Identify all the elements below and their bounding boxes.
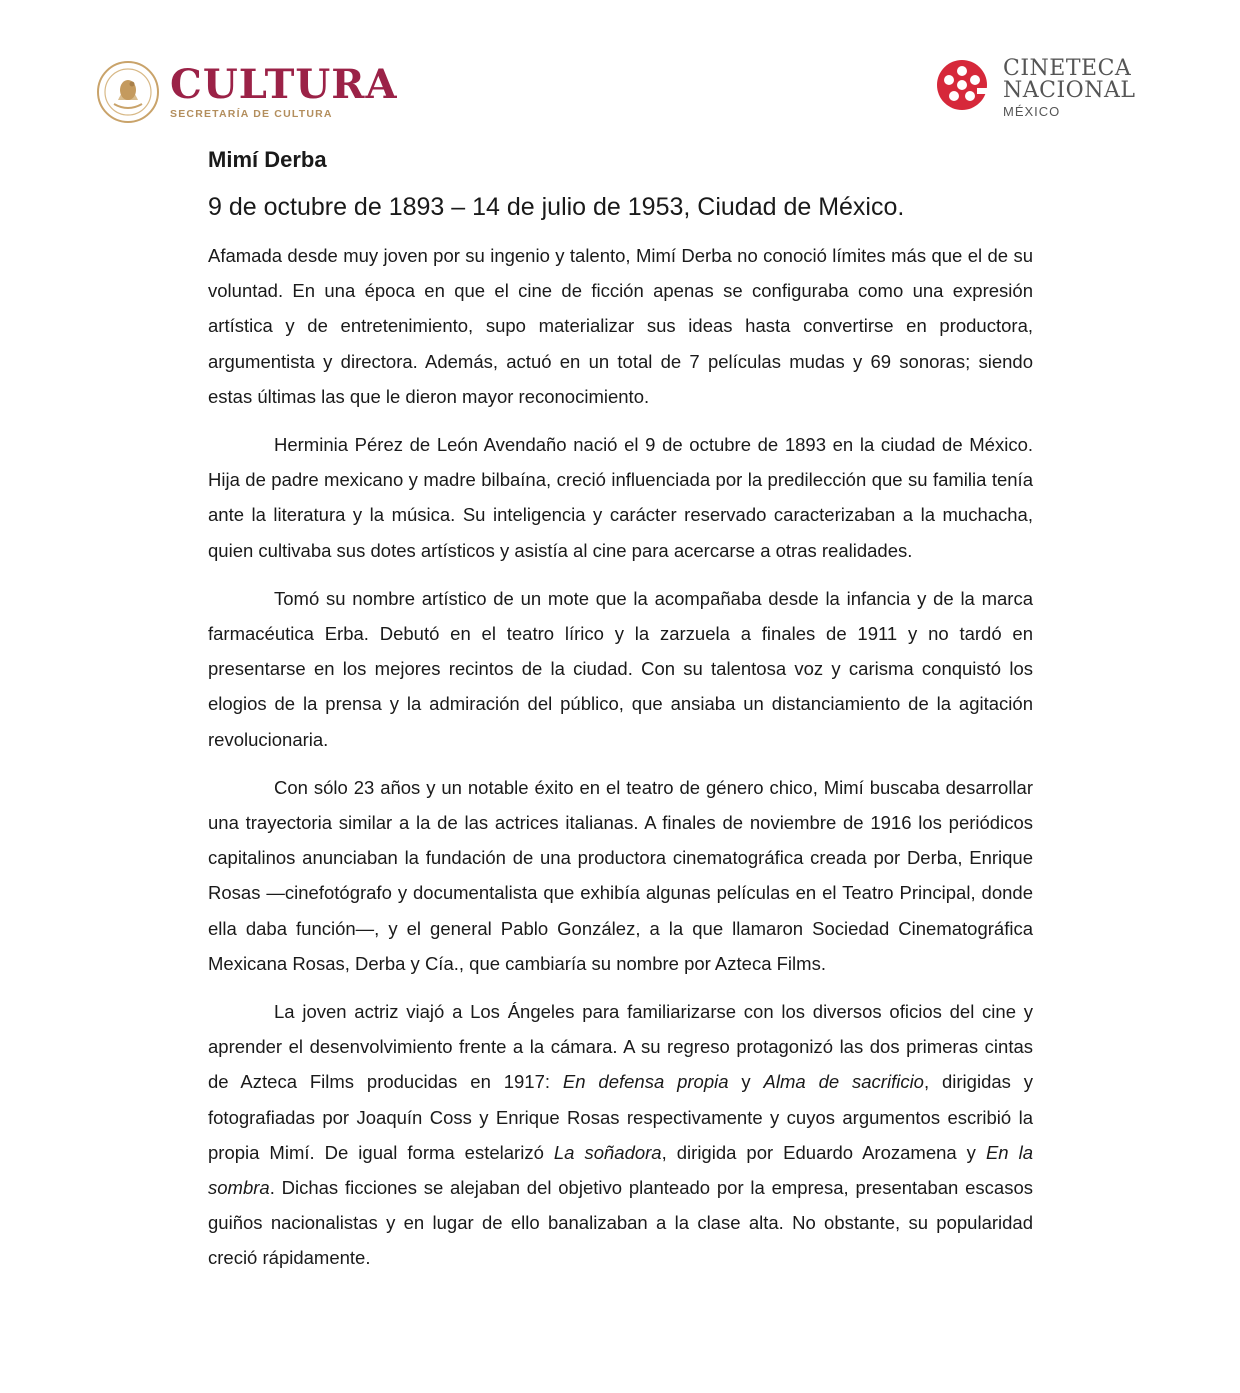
paragraph-5-text-d: , dirigida por Eduardo Arozamena y xyxy=(661,1141,986,1163)
paragraph-3: Tomó su nombre artístico de un mote que la acompañaba desde la infancia y de la marca farmacéutica Erba. Debutó en el teatro lírico y la zarzuela a finales de 1911 y no tardó en presentarse en los mejores recintos de la ciudad. Con su talentosa voz y carisma conquistó los elogios de la prensa y la admiración del público, que ansiaba un distanciamiento de la agitación revolucionaria. xyxy=(208,587,1033,750)
film-reel-icon xyxy=(935,58,993,112)
film-title-en-defensa-propia: En defensa propia xyxy=(562,1071,729,1093)
paragraph-5-text-c: , dirigidas y fotografiadas por Joaquín Coss y Enrique Rosas respectivamente y cuyos argumentos escribió la propia Mimí. De igual forma estelarizó xyxy=(208,1071,1034,1163)
paragraph-5-text-e: . Dichas ficciones se alejaban del objetivo planteado por la empresa, presentaban escasos guiños nacionalistas y en lugar de ello banalizaban a la clase alta. No obstante, su popularidad creció rápidamente. xyxy=(208,1177,1033,1269)
film-title-la-sonadora: La soñadora xyxy=(553,1141,662,1163)
cineteca-logo xyxy=(935,58,1135,119)
cultura-logo xyxy=(96,56,398,128)
document-body xyxy=(208,144,1033,1276)
mexican-seal-icon xyxy=(96,60,160,124)
cineteca-line3: MÉXICO xyxy=(1003,104,1061,119)
film-title-en-la-sombra: En la sombra xyxy=(208,1141,1033,1199)
paragraph-5-text-b: y xyxy=(728,1071,764,1093)
film-title-alma-de-sacrificio: Alma de sacrificio xyxy=(763,1071,924,1093)
paragraph-5-text-a: La joven actriz viajó a Los Ángeles para familiarizarse con los diversos oficios del cine y aprender el desenvolvimiento frente a la cámara. A su regreso protagonizó las dos primeras cintas de Azteca Films producidas en 1917: xyxy=(208,1001,1033,1093)
letterhead xyxy=(0,0,1240,140)
cultura-title: CULTURA xyxy=(170,61,398,108)
document-title: Mimí Derba xyxy=(208,147,327,172)
paragraph-5 xyxy=(208,994,1033,1276)
cineteca-line1: CINETECA xyxy=(1003,56,1132,81)
cultura-subtitle: SECRETARÍA DE CULTURA xyxy=(170,108,333,120)
paragraph-1: Afamada desde muy joven por su ingenio y talento, Mimí Derba no conoció límites más que el de su voluntad. En una época en que el cine de ficción apenas se configuraba como una expresión artística y de entretenimiento, supo materializar sus ideas hasta convertirse en productora, argumentista y directora. Además, actuó en un total de 7 películas mudas y 69 sonoras; siendo estas últimas las que le dieron mayor reconocimiento. xyxy=(208,245,1033,407)
paragraph-2: Herminia Pérez de León Avendaño nació el 9 de octubre de 1893 en la ciudad de México. Hija de padre mexicano y madre bilbaína, creció influenciada por la predilección que su familia tenía ante la literatura y la música. Su inteligencia y carácter reservado caracterizaban a la muchacha, quien cultivaba sus dotes artísticos y asistía al cine para acercarse a otras realidades. xyxy=(208,434,1033,561)
document-dates: 9 de octubre de 1893 – 14 de julio de 1953, Ciudad de México. xyxy=(208,193,905,221)
cineteca-line2: NACIONAL xyxy=(1003,78,1136,103)
paragraph-4: Con sólo 23 años y un notable éxito en el teatro de género chico, Mimí buscaba desarrollar una trayectoria similar a la de las actrices italianas. A finales de noviembre de 1916 los periódicos capitalinos anunciaban la fundación de una productora cinematográfica creada por Derba, Enrique Rosas —cinefotógrafo y documentalista que exhibía algunas películas en el Teatro Principal, donde ella daba función—, y el general Pablo González, a la que llamaron Sociedad Cinematográfica Mexicana Rosas, Derba y Cía., que cambiaría su nombre por Azteca Films. xyxy=(208,776,1033,974)
